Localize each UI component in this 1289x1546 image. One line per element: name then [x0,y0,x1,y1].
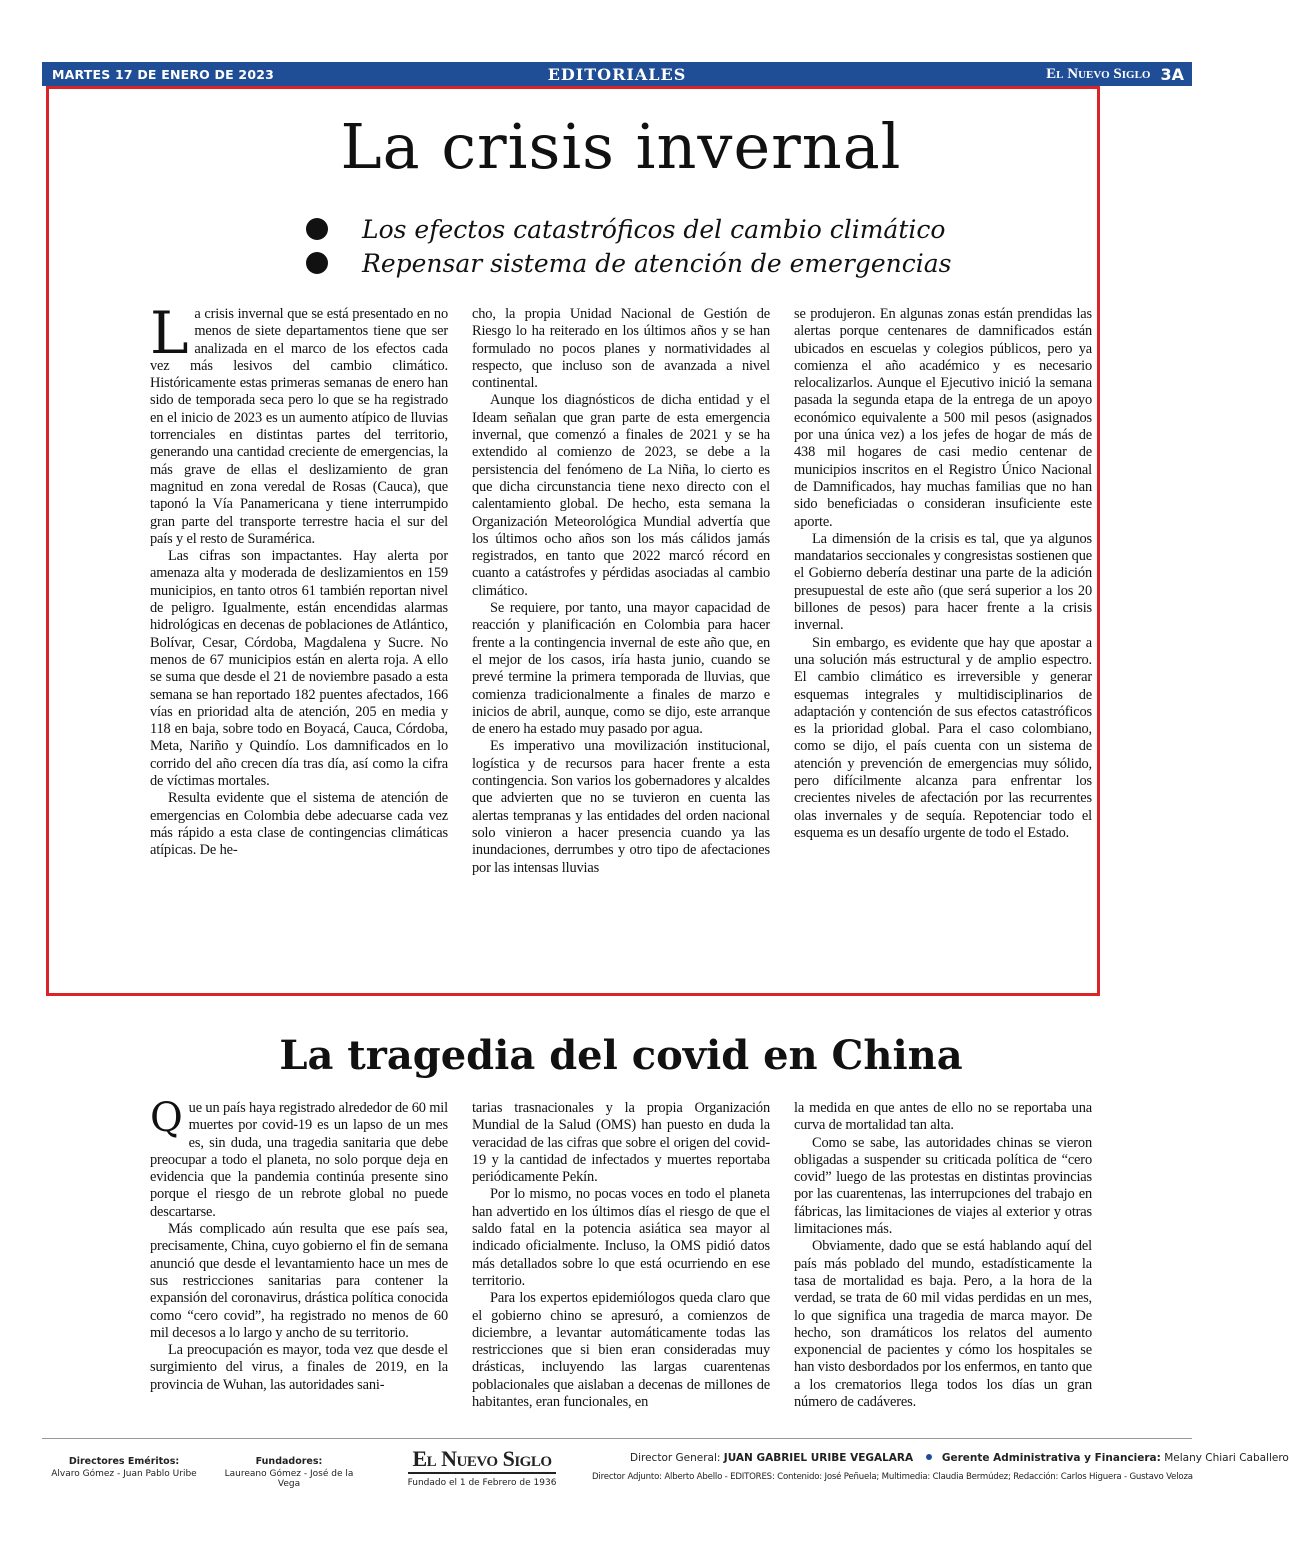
founded-date: Fundado el 1 de Febrero de 1936 [407,1478,557,1488]
paragraph: Obviamente, dado que se está hablando aquí del país más poblado del mundo, estadísticamente la tasa de mortalidad es baja. Pero, a la hora de la verdad, se trata de 60 mil vidas perdidas en un mes, lo que significa una tragedia de marca mayor. De hecho, son dramáticos los relatos del aumento exponencial de pacientes y cómo los hospitales se han visto desbordados por los enfermos, en tanto que a los crematorios llega todos los días un gran número de cadáveres. [794,1238,1092,1411]
page-number: 3A [1160,64,1184,84]
bullet-icon [306,218,328,240]
newspaper-brand: El Nuevo Siglo [1046,65,1151,82]
footer-divider [42,1438,1192,1439]
subhead-row [306,212,1006,246]
logo-underline [408,1472,556,1474]
drop-cap: L [150,299,189,367]
paragraph [150,1095,448,1221]
footer-value: Alvaro Gómez - Juan Pablo Uribe [51,1469,197,1479]
paragraph-text: a crisis invernal que se está presentado en no menos de siete departamentos tiene que ser analizada en el marco de los efectos cada vez más lesivos del cambio climático. Históricamente estas primeras semanas de enero han sido de temporada seca pero lo que se ha registrado en el inicio de 2023 es un aumento atípico de lluvias torrenciales en distintas partes del territorio, generando una cantidad creciente de emergencias, la más grave de ellas el deslizamiento de gran magnitud en zona veredal de Rosas (Cauca), que taponó la Vía Panamericana y tiene interrumpido gran parte del transporte terrestre hacia el sur del país y el resto de Suramérica. [150,306,448,547]
manager-name: Melany Chiari Caballero [1164,1452,1289,1464]
footer-emeritus-directors [42,1456,206,1479]
editorial-2-title: La tragedia del covid en China [279,1032,963,1079]
editorial-1-title: La crisis invernal [340,110,902,183]
newspaper-logo: El Nuevo Siglo [412,1446,552,1471]
paragraph-text: ue un país haya registrado alrededor de 60 mil muertes por covid-19 es un lapso de un mes es, sin duda, una tragedia sanitaria que debe preocupar a todo el planeta, no solo porque deja en evidencia que la pandemia continúa presente sino porque el riesgo de un rebrote global no puede descartarse. [150,1100,448,1220]
footer-label: Directores Eméritos: [68,1456,180,1467]
header-right [1046,65,1184,84]
editorial-1-subheads [306,212,1006,280]
bullet-icon [926,1454,932,1460]
paragraph: Las cifras son impactantes. Hay alerta por amenaza alta y moderada de deslizamientos en 159 municipios, en tanto otros 61 también reportan nivel de peligro. Igualmente, están encendidas alarmas hidrológicas en decenas de poblaciones de Atlántico, Bolívar, Cesar, Córdoba, Magdalena y Sucre. No menos de 67 municipios están en alerta roja. A ello se suma que desde el 21 de noviembre pasado a esta semana se han reportado 182 puentes afectados, 166 vías en prioridad alta de atención, 205 en media y 118 en baja, sobre todo en Boyacá, Cauca, Córdoba, Meta, Nariño y Quindío. Los damnificados en lo corrido del año crecen día tras día, así como la cifra de víctimas mortales. [150,548,448,790]
staff-line-2: Director Adjunto: Alberto Abello - EDITORES: Contenido: José Peñuela; Multimedia: Claudia Bermúdez; Redacción: Carlos Higuera - Gustavo Veloza [592,1472,1193,1482]
paragraph: Para los expertos epidemiólogos queda claro que el gobierno chino se apresuró, a comienzos de diciembre, a levantar automáticamente todas las restricciones que si bien eran consideradas muy drásticas, incluyendo las largas cuarentenas poblacionales que aislaban a decenas de millones de habitantes, eran funcionales, en [472,1290,770,1411]
editorial-1-body [150,299,1092,877]
footer-staff [592,1452,1289,1482]
paragraph: Sin embargo, es evidente que hay que apostar a una solución más estructural y de amplio espectro. El cambio climático es irreversible y generar esquemas integrales y multidisciplinarios de adaptación y contención de sus efectos catastróficos es la prioridad global. Para el caso colombiano, como se dijo, el país cuenta con un sistema de atención y prevención de emergencias muy sólido, pero difícilmente alcanza para enfrentar los crecientes niveles de afectación por las recurrentes olas invernales y de sequía. Repotenciar todo el esquema es un desafío urgente de todo el Estado. [794,634,1092,841]
paragraph: Se requiere, por tanto, una mayor capacidad de reacción y planificación en Colombia para hacer frente a la contingencia invernal de este año que, en el mejor de los casos, iría hasta junio, cuando se prevé termine la primera temporada de lluvias, que comienza tradicionalmente a finales de marzo e inicios de abril, aunque, como se dijo, este arranque de enero ha estado muy pasado por agua. [472,600,770,738]
page-header-bar [42,62,1192,86]
paragraph: La preocupación es mayor, toda vez que desde el surgimiento del virus, a finales de 2019, en la provincia de Wuhan, las autoridades sani- [150,1342,448,1393]
paragraph: Es imperativo una movilización institucional, logística y de recursos para hacer frente a esta contingencia. Son varios los gobernadores y alcaldes que advierten que no se tuvieron en cuenta las alertas tempranas y las entidades del orden nacional solo vinieron a hacer presencia cuando ya las inundaciones, derrumbes y otro tipo de afectaciones por las intensas lluvias [472,738,770,876]
paragraph: La dimensión de la crisis es tal, que ya algunos mandatarios seccionales y congresistas sostienen que el Gobierno debería destinar una parte de la adición presupuestal de este año (que será superior a los 20 billones de pesos) para hacer frente a la crisis invernal. [794,530,1092,634]
editorial-1-column-2 [472,306,770,877]
paragraph: tarias trasnacionales y la propia Organización Mundial de la Salud (OMS) han puesto en duda la veracidad de las cifras que sobre el origen del covid-19 y la cantidad de infectados y muertes reportaba periódicamente Pekín. [472,1100,770,1186]
editorial-1-column-3 [794,306,1092,877]
footer-brand [402,1446,562,1488]
editorial-2-column-2 [472,1100,770,1411]
staff-line-1 [630,1452,1289,1464]
director-name: JUAN GABRIEL URIBE VEGALARA [723,1452,914,1464]
paragraph: Más complicado aún resulta que ese país sea, precisamente, China, cuyo gobierno el fin de semana anunció que desde el levantamiento hace un mes de sus restricciones sanitarias para contener la expansión del coronavirus, drástica política conocida como “cero covid”, ha registrado no menos de 60 mil decesos a lo largo y ancho de su territorio. [150,1221,448,1341]
editorial-2-body [150,1095,1092,1411]
paragraph: Por lo mismo, no pocas voces en todo el planeta han advertido en los últimos días el riesgo de que el saldo fatal en la potencia asiática sea mayor al indicado oficialmente. Incluso, la OMS pidió datos más detallados sobre lo que está ocurriendo en ese territorio. [472,1186,770,1289]
manager-label: Gerente Administrativa y Financiera: [941,1452,1161,1464]
drop-cap: Q [150,1095,183,1141]
paragraph: Aunque los diagnósticos de dicha entidad y el Ideam señalan que gran parte de esta emergencia invernal, que comenzó a finales de 2021 y se ha extendido al comienzo de 2023, se debe a la persistencia del fenómeno de La Niña, lo cierto es que dicha circunstancia tiene nexo directo con el calentamiento global. De hecho, esta semana la Organización Meteorológica Mundial advertía que los últimos ocho años son los más cálidos jamás registrados, en tanto que 2022 marcó récord en cuanto a catástrofes y pérdidas asociadas al cambio climático. [472,392,770,599]
paragraph: se produjeron. En algunas zonas están prendidas las alertas porque centenares de damnificados están ubicados en escuelas y colegios públicos, pero ya comienza el año académico y es necesario relocalizarlos. Aunque el Ejecutivo inició la semana pasada la segunda etapa de la entrega de un apoyo económico equivalente a 500 mil pesos (asignados por una única vez) a los jefes de hogar de más de 438 mil hogares de casi medio centenar de municipios inscritos en el Registro Único Nacional de Damnificados, hay muchas familias que no han sido beneficiadas o consideran insuficiente este aporte. [794,306,1092,530]
paragraph: la medida en que antes de ello no se reportaba una curva de mortalidad tan alta. [794,1100,1092,1134]
director-label: Director General: [630,1452,721,1464]
subhead-text: Repensar sistema de atención de emergencias [362,248,952,278]
editorial-1-column-1 [150,299,448,877]
subhead-row [306,246,1006,280]
page-date: MARTES 17 DE ENERO DE 2023 [52,66,275,82]
bullet-icon [306,252,328,274]
paragraph [150,299,448,548]
footer-value: Laureano Gómez - José de la Vega [224,1469,354,1489]
paragraph: Como se sabe, las autoridades chinas se vieron obligadas a suspender su criticada política de “cero covid” luego de las protestas en distintas provincias por las cuarentenas, las interrupciones del trabajo en fábricas, las limitaciones de viajes al exterior y otras limitaciones más. [794,1134,1092,1238]
editorial-2-column-3 [794,1100,1092,1411]
editorial-2-column-1 [150,1095,448,1411]
paragraph: Resulta evidente que el sistema de atención de emergencias en Colombia debe adecuarse cada vez más rápido a esta clase de contingencias climáticas atípicas. De he- [150,790,448,859]
section-title: EDITORIALES [547,64,687,84]
subhead-text: Los efectos catastróficos del cambio climático [362,214,946,244]
footer-founders [214,1456,364,1489]
paragraph: cho, la propia Unidad Nacional de Gestión de Riesgo lo ha reiterado en los últimos años y se han formulado no pocos planes y normatividades al respecto, que incluso son de avanzada a nivel continental. [472,306,770,392]
footer-label: Fundadores: [255,1456,323,1467]
